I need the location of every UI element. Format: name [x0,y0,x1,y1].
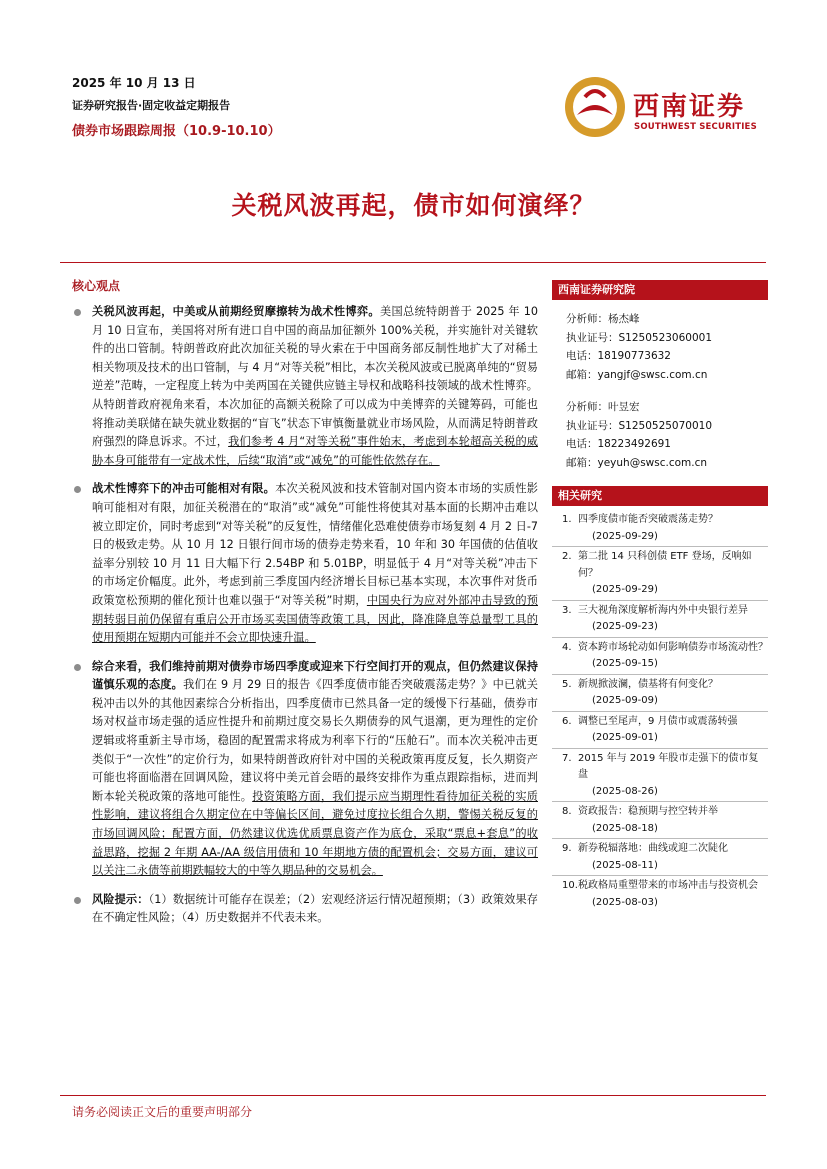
logo-name-en: SOUTHWEST SECURITIES [634,122,757,132]
p1-text: 美国总统特朗普于 2025 年 10 月 10 日宣布，美国将对所有进口自中国的商品加征额外 100%关税，并实施针对关键软件的出口管制。特朗普政府此次加征关税的导火索在于中国商务部反制性地扩大了对稀土相关物项及技术的出口管制，与 4 月“对等关税”相比，本次关税风波或已脱离单纯的“贸易逆差”范畴，一定程度上转为中美两国在关键供应链主导权和战略科技领域的战术性博弈。从特朗普政府视角来看，本次加征的高额关税除了可以成为中美博弈的关键筹码，可能也将推动美联储在缺失就业数据的“盲飞”状态下审慎衡量就业市场风险，从而满足特朗普政府强烈的降息诉求。不过， [92,305,538,449]
list-item[interactable]: 8. 资政报告：稳预期与控空转并举 (2025-08-18) [552,802,768,839]
core-content [72,303,538,938]
core-paragraph-3 [72,658,538,881]
core-heading: 核心观点 [72,279,121,293]
list-item[interactable]: 6. 调整已至尾声，9 月债市或震荡转强 (2025-09-01) [552,712,768,749]
analyst-license: 执业证号：S1250525070010 [566,419,713,432]
p3-underline: 投资策略方面，我们提示应当期理性看待加征关税的实质性影响，建议将组合久期定位在中等偏长区间，避免过度拉长组合久期，警惕关税反复的市场回调风险；配置方面，仍然建议优选优质票息资产作为底仓，采取“票息+套息”的收益思路，挖掘 2 年期 AA-/AA 级信用债和 10 年期地方债的配置机会；交易方面，建议可以关注二永债等前期跌幅较大的中等久期品种的交易机会。 [92,789,538,878]
p1-lead: 关税风波再起，中美或从前期经贸摩擦转为战术性博弈。 [92,305,380,318]
p1-underline: 我们参考 4 月“对等关税”事件始末，考虑到本轮超高关税的威胁本身可能带有一定战术性，后续“取消”或“减免”的可能性依然存在。 [92,435,538,467]
list-item[interactable]: 1. 四季度债市能否突破震荡走势？ (2025-09-29) [552,510,768,547]
p3-lead: 综合来看，我们维持前期对债券市场四季度或迎来下行空间打开的观点，但仍然建议保持谨慎乐观的态度。 [92,659,538,692]
page-title: 关税风波再起，债市如何演绎？ [231,191,596,220]
list-item[interactable]: 5. 新规掀波澜，债基将有何变化？ (2025-09-09) [552,675,768,712]
p3-text: 我们在 9 月 29 日的报告《四季度债市能否突破震荡走势？》中已就关税冲击以外的其他因素综合分析指出，四季度债市已然具备一定的缓慢下行基础，债券市场对权益市场走强的适应性提升和前期过度交易长久期债券的风气退潮，更为理性的定价逻辑或将重新主导市场，稳固的配置需求将成为利率下行的“压舱石”。而本次关税冲击更类似于“一次性”的定价行为，如果特朗普政府针对中国的关税政策再度反复，长久期资产可能也将面临潜在回调风险，建议将中美元首会晤的最终安排作为重点跟踪指标，进而判断本轮关税政策的落地可能性。 [92,678,538,803]
list-item[interactable]: 2. 第二批 14 只科创债 ETF 登场，反响如何？ (2025-09-29) [552,547,768,601]
list-item[interactable]: 3. 三大视角深度解析海内外中央银行差异 (2025-09-23) [552,601,768,638]
analyst-license: 执业证号：S1250523060001 [566,331,713,344]
analyst-email[interactable]: 邮箱：yangjf@swsc.com.cn [566,368,708,381]
bullet-dot-icon [74,664,81,671]
bullet-dot-icon [74,309,81,316]
related-list [552,510,768,912]
company-logo [563,72,773,142]
report-type: 证券研究报告·固定收益定期报告 [72,99,231,112]
core-paragraph-1 [72,303,538,470]
logo-emblem-icon [563,75,627,139]
analyst-name: 分析师：叶昱宏 [566,401,640,413]
core-paragraph-2 [72,480,538,647]
analyst-1 [552,310,768,384]
analyst-phone: 电话：18223492691 [566,438,671,450]
analyst-name: 分析师：杨杰峰 [566,313,640,325]
p2-underline: 中国央行为应对外部冲击导致的预期转弱目前仍保留有重启公开市场买卖国债等政策工具，因此，降准降息等总量型工具的使用预期在短期内可能并不会立即快速升温。 [92,593,538,645]
sidebar [552,280,768,912]
title-divider [60,262,766,263]
list-item[interactable]: 7. 2015 年与 2019 年股市走强下的债市复盘 (2025-08-26) [552,749,768,803]
related-heading: 相关研究 [552,486,768,506]
risk-paragraph [72,891,538,928]
report-series: 债券市场跟踪周报（10.9-10.10） [72,124,281,139]
list-item[interactable]: 9. 新券税辐落地：曲线或迎二次陡化 (2025-08-11) [552,839,768,876]
list-item[interactable]: 4. 资本跨市场轮动如何影响债券市场流动性？ (2025-09-15) [552,638,768,675]
analyst-2 [552,398,768,472]
footer-disclaimer[interactable]: 请务必阅读正文后的重要声明部分 [72,1105,253,1119]
footer-divider [60,1095,766,1096]
bullet-dot-icon [74,897,81,904]
analyst-email[interactable]: 邮箱：yeyuh@swsc.com.cn [566,456,708,469]
risk-text: （1）数据统计可能存在误差；（2）宏观经济运行情况超预期；（3）政策效果存在不确定性风险；（4）历史数据并不代表未来。 [92,892,538,925]
institute-heading: 西南证券研究院 [552,280,768,300]
report-date: 2025 年 10 月 13 日 [72,76,196,90]
bullet-dot-icon [74,486,81,493]
risk-lead: 风险提示： [92,892,149,906]
p2-lead: 战术性博弈下的冲击可能相对有限。 [92,482,276,496]
p2-text: 本次关税风波和技术管制对国内资本市场的实质性影响可能相对有限，加征关税潜在的“取消”或“减免”可能性将使其对基本面的长期冲击难以被立即定价，同时考虑到“对等关税”的反复性，情绪催化恐难使债券市场复刻 4 月 2 日-7 日的极致走势。从 10 月 12 日银行间市场的债券走势来看，10 年和 30 年国债的估值收益率分别较 10 月 11 日大幅下行 2.54BP 和 5.01BP，明显低于 4 月“对等关税”冲击下的市场定价幅度。此外，考虑到前三季度国内经济增长目标已基本实现，本次事件对货币政策宽松预期的催化预计也难以强于“对等关税”时期， [92,482,538,607]
logo-name-cn: 西南证券 [633,92,746,122]
analyst-phone: 电话：18190773632 [566,350,671,362]
list-item[interactable]: 10. 税政格局重塑带来的市场冲击与投资机会 (2025-08-03) [562,880,758,908]
